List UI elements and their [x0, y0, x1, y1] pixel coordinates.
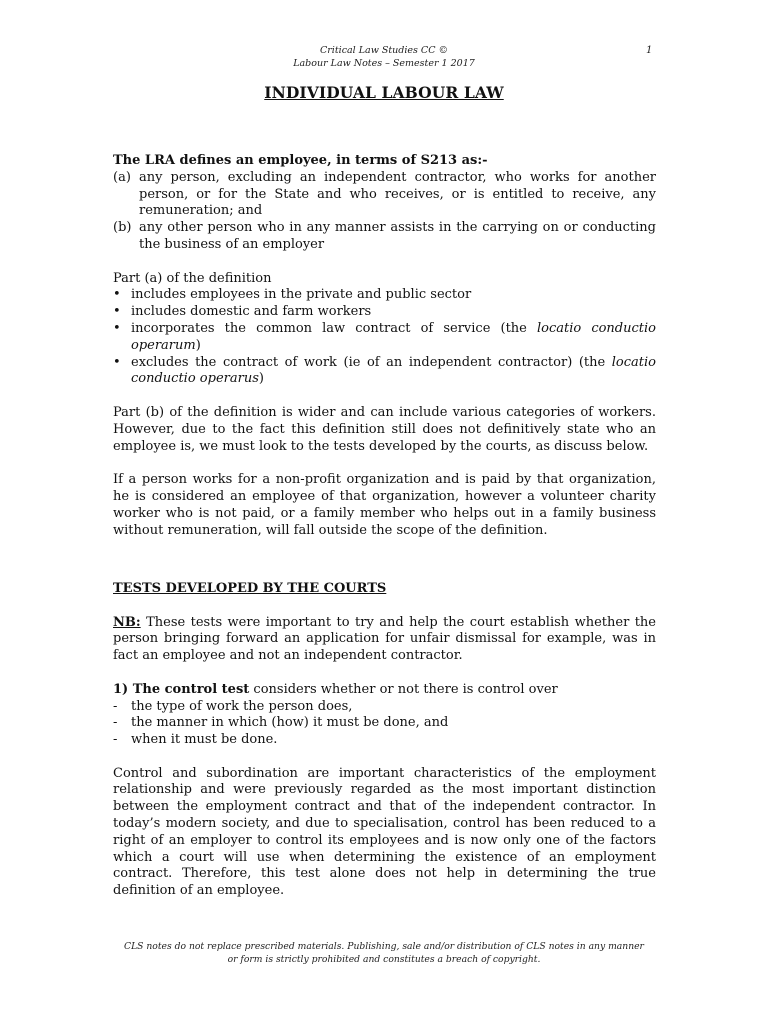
bullet-icon: •: [113, 320, 121, 336]
nonprofit-paragraph: If a person works for a non-profit organization and is paid by that organization, he is considered an employee of that organization, however a volunteer charity worker who is not paid, or a family member who helps out in a family business without remuneration, will fall outside the scope of the definition.: [113, 472, 656, 538]
header-org: Critical Law Studies CC ©: [319, 45, 448, 56]
bullet-icon: •: [113, 304, 121, 320]
bullet-text: excludes the contract of work (ie of an independent contractor) (the locatio conductio operarus): [131, 354, 656, 387]
bullet-text: incorporates the common law contract of service (the locatio conductio operarum): [131, 320, 656, 353]
definition-item: [113, 220, 656, 254]
definition-item: [113, 170, 656, 220]
latin-term: locatio conductio operarus: [131, 354, 656, 387]
footer-line: CLS notes do not replace prescribed materials. Publishing, sale and/or distribution of CLS notes in any manner: [124, 941, 644, 952]
dash-icon: -: [113, 698, 118, 714]
bullet-icon: •: [113, 287, 121, 303]
nb-text: These tests were important to try and help the court establish whether the person bringing forward an application for unfair dismissal for example, was in fact an employee and not an independent contractor.: [113, 614, 656, 664]
item-label: (b): [113, 220, 132, 236]
bullet-text: includes domestic and farm workers: [131, 304, 372, 320]
part-a-heading: Part (a) of the definition: [113, 270, 272, 286]
item-text: any other person who in any manner assists in the carrying on or conducting the business of an employer: [139, 220, 656, 252]
part-b-paragraph: Part (b) of the definition is wider and can include various categories of workers. However, due to the fact this definition still does not definitively state who an employee is, we must look to the tests developed by the courts, as discuss below.: [113, 404, 656, 454]
bullet-icon: •: [113, 354, 121, 370]
footer-line: or form is strictly prohibited and constitutes a breach of copyright.: [227, 954, 541, 965]
nb-paragraph: [113, 615, 656, 665]
definition-intro: The LRA defines an employee, in terms of S213 as:-: [113, 153, 488, 168]
page-number: 1: [646, 45, 653, 56]
dash-icon: -: [113, 715, 118, 731]
bullet-item: [113, 304, 656, 321]
bullet-item: [113, 321, 656, 355]
page-title: INDIVIDUAL LABOUR LAW: [264, 83, 504, 102]
control-paragraph: Control and subordination are important characteristics of the employment relationship and were previously regarded as the most important distinction between the employment contract and that of the independent contractor. In today’s modern society, and due to specialisation, control has been reduced to a right of an employer to control its employees and is now only one of the factors which a court will use when determining the existence of an employment contract. Therefore, this test alone does not help in determining the true definition of an employee.: [113, 765, 656, 899]
item-label: (a): [113, 169, 131, 185]
document-body: [113, 153, 656, 900]
nb-label: NB:: [113, 614, 141, 630]
dash-icon: -: [113, 732, 118, 748]
control-test-intro: 1) The control test considers whether or not there is control over: [113, 681, 558, 697]
bullet-item: [113, 287, 656, 304]
control-test-label: 1) The control test: [113, 681, 250, 697]
control-item: - the type of work the person does,: [113, 698, 353, 714]
tests-heading: TESTS DEVELOPED BY THE COURTS: [113, 580, 387, 596]
header-course: Labour Law Notes – Semester 1 2017: [293, 58, 475, 69]
bullet-item: [113, 355, 656, 389]
latin-term: locatio conductio operarum: [131, 320, 656, 353]
copyright-footer: [100, 940, 668, 966]
item-text: any person, excluding an independent contractor, who works for another person, or for the State and who receives, or is entitled to receive, any remuneration; and: [139, 169, 656, 219]
control-item: - the manner in which (how) it must be done, and: [113, 715, 449, 731]
bullet-text: includes employees in the private and public sector: [131, 287, 472, 303]
control-item: - when it must be done.: [113, 732, 278, 748]
